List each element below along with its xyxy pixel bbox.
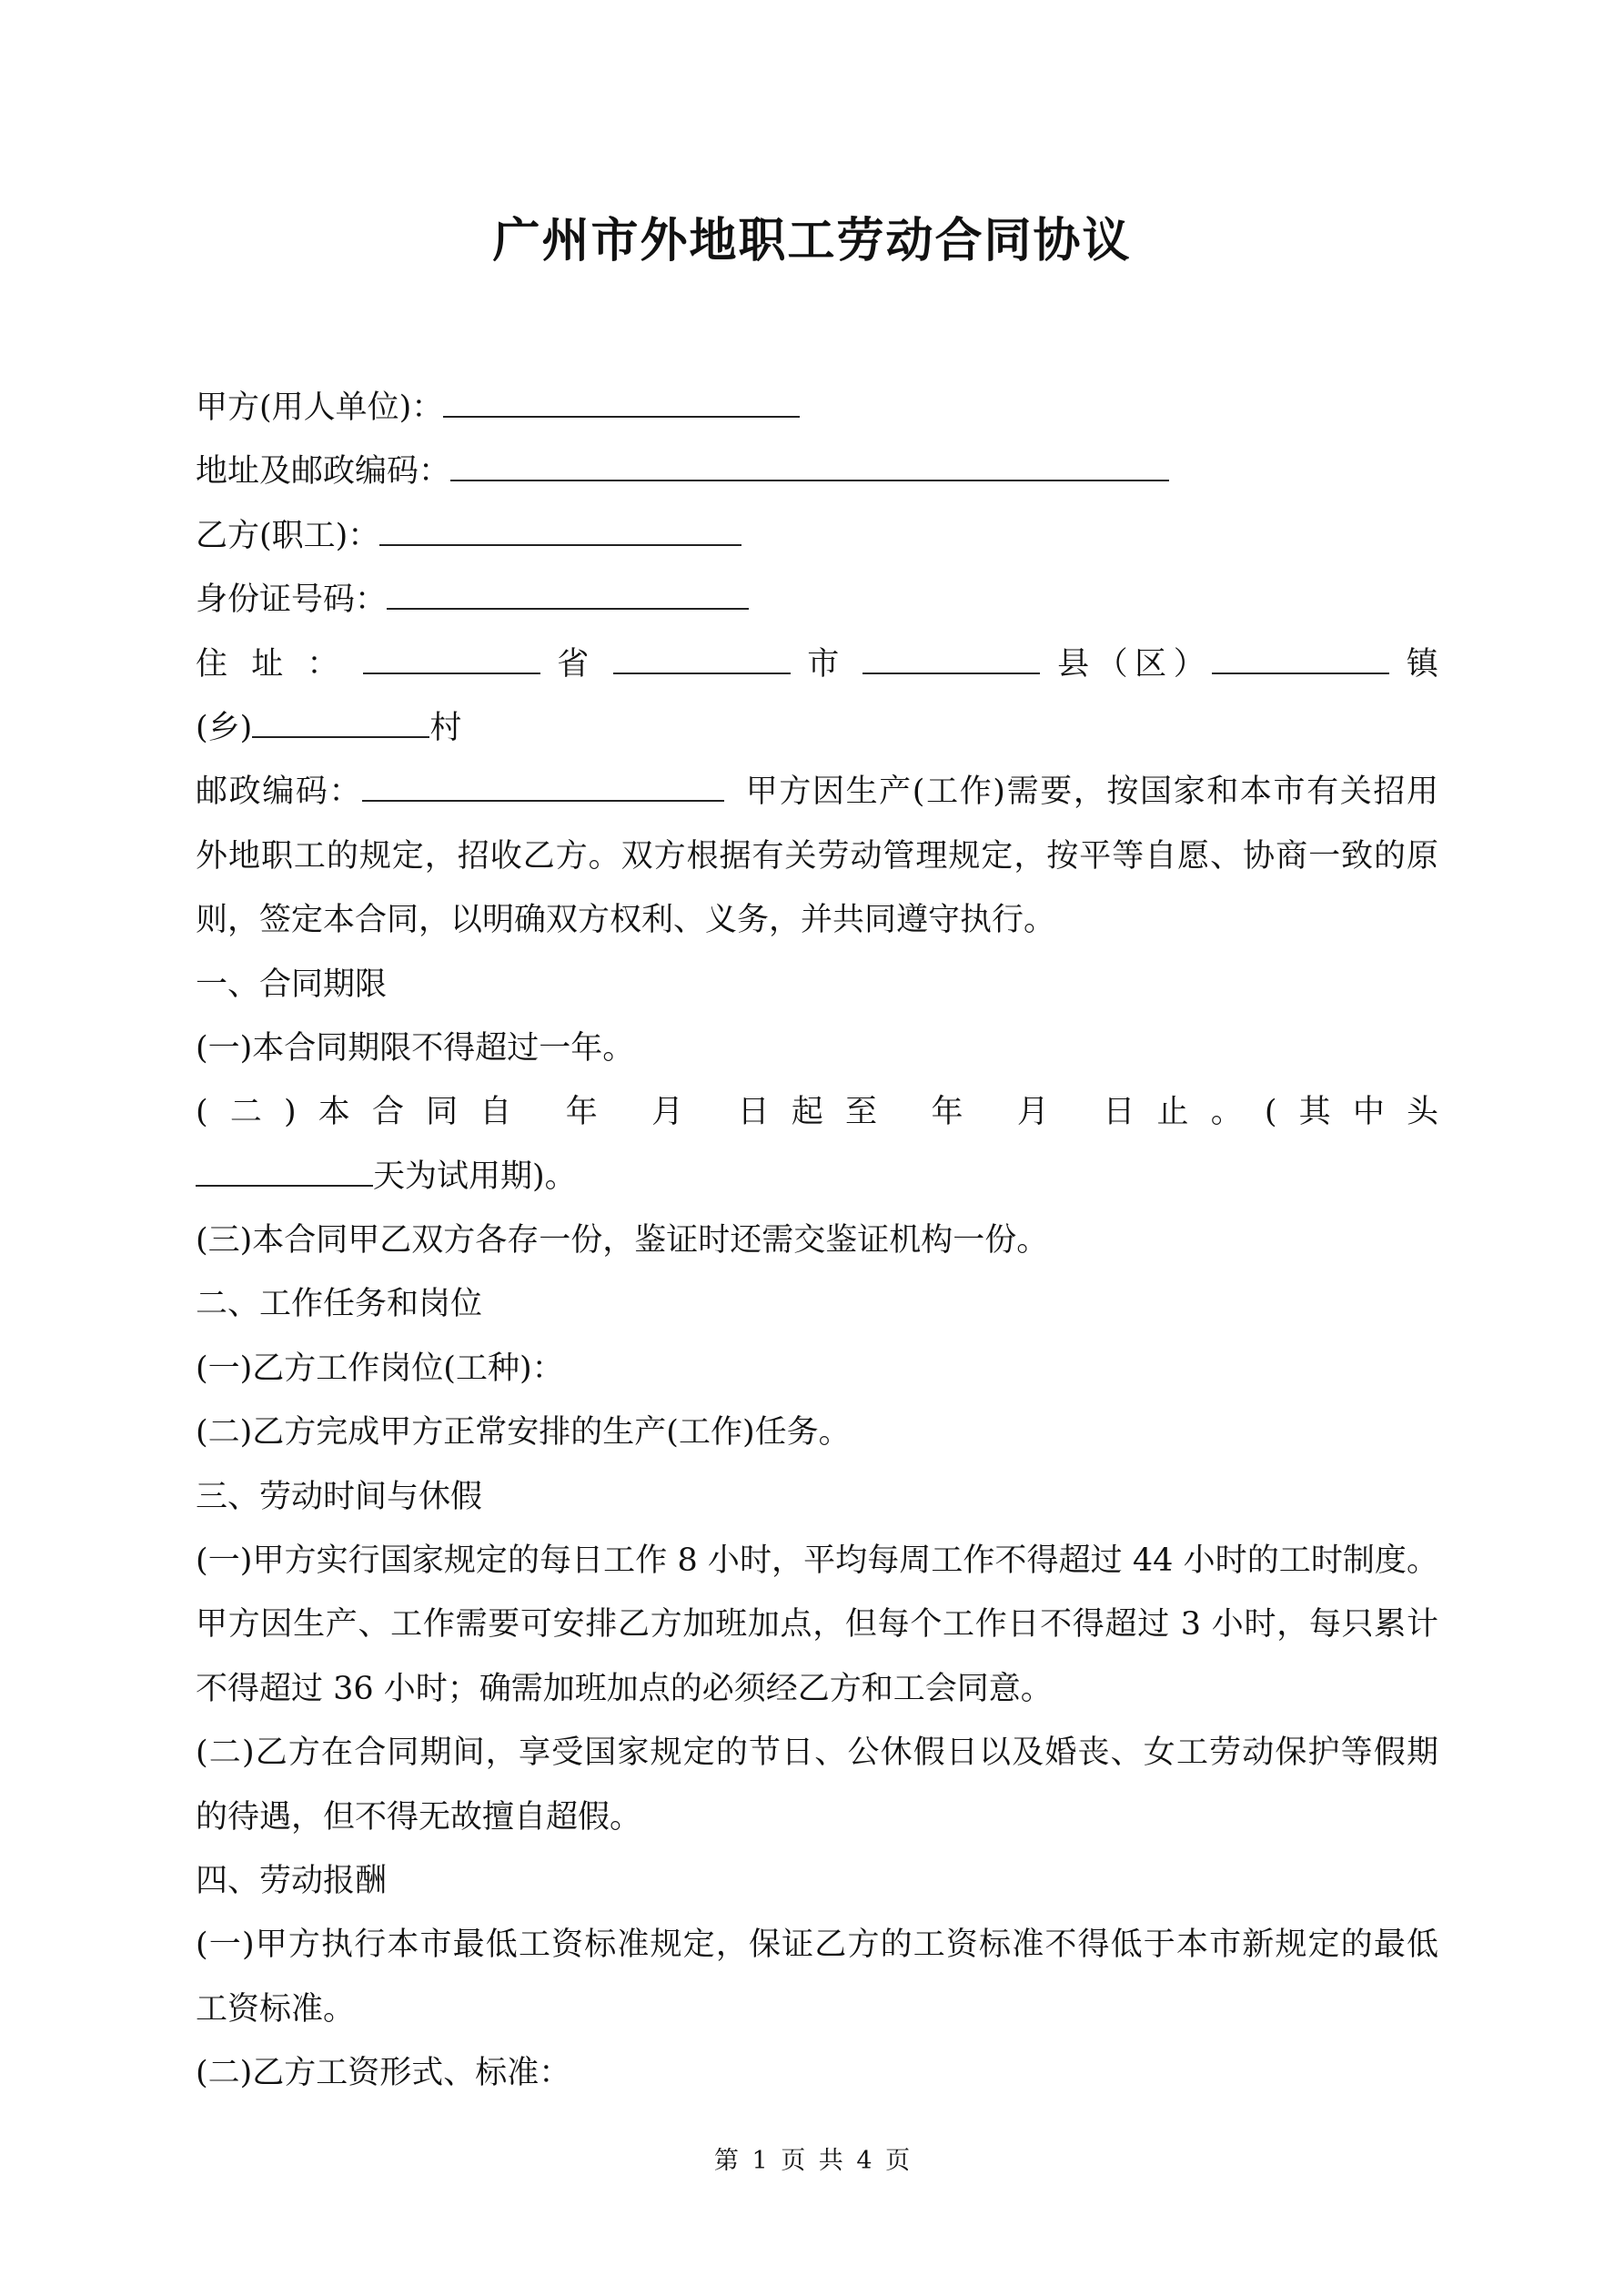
clause-3-1-line-2: 甲方因生产、工作需要可安排乙方加班加点，但每个工作日不得超过 3 小时，每只累计	[196, 1606, 1438, 1644]
clause-1-1: (一)本合同期限不得超过一年。	[196, 1029, 635, 1067]
town-label: 镇	[1406, 645, 1438, 683]
id-label: 身份证号码：	[196, 582, 388, 619]
clause-2-1: (一)乙方工作岗位(工种)：	[196, 1350, 564, 1387]
section-1-heading: 一、合同期限	[196, 966, 388, 1003]
end-month-label: 月	[1016, 1094, 1072, 1131]
document-title: 广州市外地职工劳动合同协议	[492, 213, 1132, 268]
clause-1-2-start: (二)本合同自	[196, 1094, 534, 1131]
clause-3-2-line-2: 的待遇，但不得无故擅自超假。	[196, 1798, 642, 1836]
party-b-label: 乙方(职工)：	[196, 517, 380, 554]
party-b-blank	[379, 517, 741, 546]
address-blank	[450, 452, 1169, 481]
province-label: 省	[557, 645, 596, 683]
clause-4-1-line-1: (一)甲方执行本市最低工资标准规定，保证乙方的工资标准不得低于本市新规定的最低	[196, 1927, 1438, 1964]
section-4-heading: 四、劳动报酬	[196, 1862, 388, 1899]
clause-4-1-line-2: 工资标准。	[196, 1990, 356, 2028]
address-label: 地址及邮政编码：	[196, 453, 451, 491]
clause-3-1-line-3: 不得超过 36 小时；确需加班加点的必须经乙方和工会同意。	[196, 1670, 1053, 1707]
township-label: (乡)	[196, 709, 253, 746]
party-a-line	[196, 376, 1438, 440]
party-a-label: 甲方(用人单位)：	[196, 389, 444, 426]
id-line	[196, 568, 1438, 632]
county-label: 县（区）	[1057, 645, 1213, 683]
village-blank	[252, 709, 429, 738]
intro-text-3: 则，签定本合同，以明确双方权利、义务，并共同遵守执行。	[196, 902, 1056, 939]
id-blank	[387, 581, 749, 610]
section-3-heading: 三、劳动时间与休假	[196, 1478, 483, 1515]
city-blank	[613, 645, 791, 674]
probation-days-blank	[196, 1158, 373, 1187]
village-label: 村	[429, 709, 462, 746]
party-b-line	[196, 504, 1438, 568]
intro-text-1: 甲方因生产(工作)需要，按国家和本市有关招用	[744, 774, 1438, 811]
clause-1-3: (三)本合同甲乙双方各存一份，鉴证时还需交鉴证机构一份。	[196, 1222, 1049, 1259]
start-year-label: 年	[565, 1094, 620, 1131]
city-label: 市	[807, 645, 846, 683]
county-blank	[862, 645, 1040, 674]
start-day-label: 日起至	[737, 1094, 900, 1131]
residence-label: 住 址 ：	[196, 645, 346, 683]
party-a-blank	[443, 389, 800, 418]
clause-3-2-line-1: (二)乙方在合同期间，享受国家规定的节日、公休假日以及婚丧、女工劳动保护等假期	[196, 1735, 1438, 1772]
end-year-label: 年	[931, 1094, 985, 1131]
clause-3-1-line-1: (一)甲方实行国家规定的每日工作 8 小时，平均每周工作不得超过 44 小时的工时制度。	[196, 1542, 1438, 1580]
postal-blank	[362, 773, 724, 802]
township-line	[196, 696, 1438, 760]
probation-line	[196, 1145, 1438, 1209]
start-month-label: 月	[651, 1094, 706, 1131]
document-body	[196, 376, 1438, 2106]
town-blank	[1212, 645, 1389, 674]
clause-1-2	[196, 1080, 1438, 1144]
postal-label: 邮政编码：	[196, 774, 363, 811]
province-blank	[363, 645, 540, 674]
section-2-heading: 二、工作任务和岗位	[196, 1286, 483, 1323]
end-day-label: 日止。(其中头	[1103, 1094, 1438, 1131]
page-number: 第 1 页 共 4 页	[713, 2147, 911, 2175]
address-line	[196, 440, 1438, 503]
clause-2-2: (二)乙方完成甲方正常安排的生产(工作)任务。	[196, 1414, 851, 1451]
clause-4-2: (二)乙方工资形式、标准：	[196, 2055, 571, 2092]
residence-line	[196, 632, 1438, 696]
intro-text-2: 外地职工的规定，招收乙方。双方根据有关劳动管理规定，按平等自愿、协商一致的原	[196, 837, 1438, 875]
postal-line	[196, 760, 1438, 824]
probation-text: 天为试用期)。	[373, 1158, 577, 1195]
